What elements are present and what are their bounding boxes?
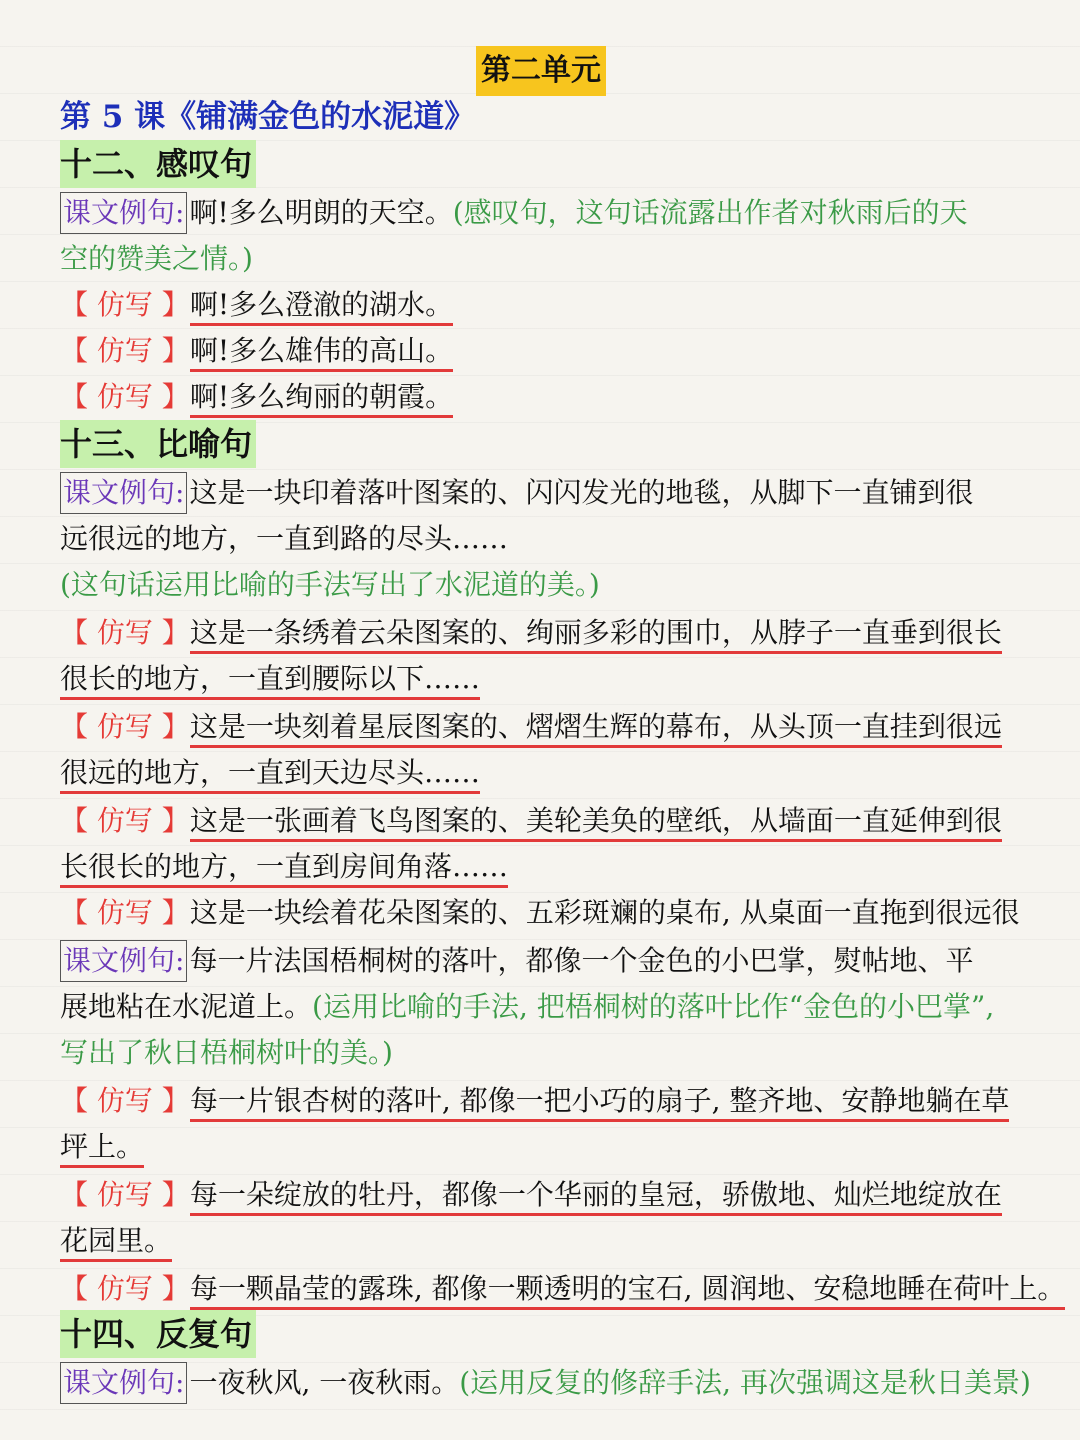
imitation-item (60, 328, 453, 374)
imitation-label: 【 仿写 】 (60, 380, 190, 413)
example-sentence (60, 938, 973, 984)
lesson-title: 第 5 课《铺满金色的水泥道》 (60, 99, 476, 135)
unit-title: 第二单元 (476, 46, 606, 96)
imitation-text: 啊!多么绚丽的朝霞。 (190, 380, 453, 418)
example-label: 课文例句: (60, 940, 187, 982)
example-text-cont (60, 984, 994, 1030)
example-text: 每一片法国梧桐树的落叶，都像一个金色的小巴掌，熨帖地、平 (189, 944, 974, 977)
imitation-text: 每一朵绽放的牡丹，都像一个华丽的皇冠，骄傲地、灿烂地绽放在 (190, 1178, 1002, 1216)
imitation-text: 啊!多么雄伟的高山。 (190, 334, 453, 372)
imitation-text: 这是一条绣着云朵图案的、绚丽多彩的围巾，从脖子一直垂到很长 (190, 616, 1002, 654)
imitation-label: 【 仿写 】 (60, 616, 190, 649)
imitation-item (60, 374, 453, 420)
imitation-label: 【 仿写 】 (60, 288, 190, 321)
imitation-text: 每一颗晶莹的露珠, 都像一颗透明的宝石, 圆润地、安稳地睡在荷叶上。 (190, 1272, 1066, 1310)
imitation-label: 【 仿写 】 (60, 1272, 190, 1305)
imitation-item (60, 610, 1002, 656)
example-text: 这是一块印着落叶图案的、闪闪发光的地毯，从脚下一直铺到很 (189, 476, 974, 509)
imitation-text: 很远的地方，一直到天边尽头…… (60, 756, 480, 794)
example-sentence (60, 1360, 1031, 1406)
example-note: (这句话运用比喻的手法写出了水泥道的美。) (60, 568, 600, 601)
example-note-cont: 写出了秋日梧桐树叶的美。) (60, 1036, 393, 1069)
imitation-text: 坪上。 (60, 1130, 144, 1168)
imitation-label: 【 仿写 】 (60, 1084, 190, 1117)
imitation-item (60, 1172, 1002, 1218)
imitation-label: 【 仿写 】 (60, 334, 190, 367)
imitation-label: 【 仿写 】 (60, 1178, 190, 1211)
imitation-text: 这是一块绘着花朵图案的、五彩斑斓的桌布, 从桌面一直拖到很远很 (189, 896, 1020, 929)
example-text: 一夜秋风, 一夜秋雨。 (189, 1366, 460, 1399)
example-label: 课文例句: (60, 1362, 187, 1404)
imitation-text-cont (60, 844, 508, 890)
imitation-label: 【 仿写 】 (60, 804, 190, 837)
imitation-text-cont (60, 656, 480, 702)
example-label: 课文例句: (60, 192, 187, 234)
imitation-item (60, 704, 1002, 750)
example-sentence (60, 190, 968, 236)
section-heading-metaphor: 十三、比喻句 (60, 420, 256, 468)
imitation-text: 这是一张画着飞鸟图案的、美轮美奂的壁纸，从墙面一直延伸到很 (190, 804, 1002, 842)
example-label: 课文例句: (60, 472, 187, 514)
imitation-text: 这是一块刻着星辰图案的、熠熠生辉的幕布，从头顶一直挂到很远 (190, 710, 1002, 748)
imitation-item (60, 798, 1002, 844)
example-note-cont: 空的赞美之情。) (60, 242, 253, 275)
imitation-label: 【 仿写 】 (60, 710, 190, 743)
imitation-text-cont (60, 750, 480, 796)
imitation-label: 【 仿写 】 (60, 896, 190, 929)
imitation-text: 啊!多么澄澈的湖水。 (190, 288, 453, 326)
imitation-text: 每一片银杏树的落叶, 都像一把小巧的扇子, 整齐地、安静地躺在草 (190, 1084, 1010, 1122)
example-text: 啊!多么明朗的天空。 (189, 196, 453, 229)
imitation-item (60, 282, 453, 328)
imitation-text-cont (60, 1124, 144, 1170)
example-text: 展地粘在水泥道上。 (60, 990, 313, 1023)
example-note: (运用反复的修辞手法, 再次强调这是秋日美景) (459, 1366, 1031, 1399)
imitation-text: 长很长的地方，一直到房间角落…… (60, 850, 508, 888)
example-text-cont: 远很远的地方，一直到路的尽头…… (60, 522, 509, 555)
imitation-text: 花园里。 (60, 1224, 172, 1262)
imitation-item (60, 1078, 1009, 1124)
section-heading-exclamation: 十二、感叹句 (60, 140, 256, 188)
example-sentence (60, 470, 973, 516)
imitation-item (60, 890, 1020, 936)
section-heading-repetition: 十四、反复句 (60, 1310, 256, 1358)
example-note: (运用比喻的手法, 把梧桐树的落叶比作“金色的小巴掌”, (312, 990, 995, 1023)
imitation-text: 很长的地方，一直到腰际以下…… (60, 662, 480, 700)
example-note: (感叹句，这句话流露出作者对秋雨后的天 (452, 196, 968, 229)
imitation-item (60, 1266, 1065, 1312)
imitation-text-cont (60, 1218, 172, 1264)
